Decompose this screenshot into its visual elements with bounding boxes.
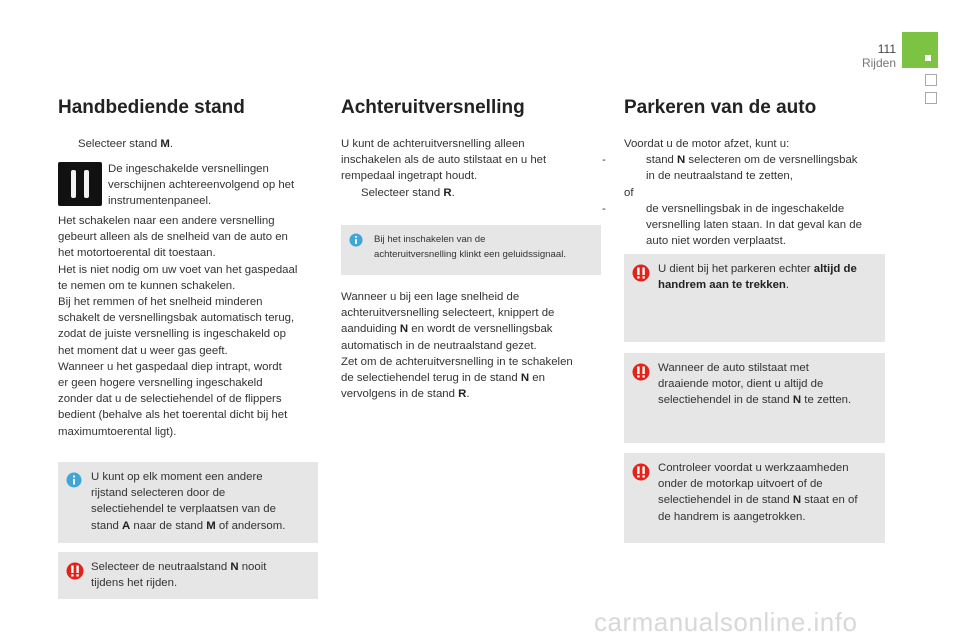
chapter-marker-empty [925, 74, 937, 86]
section-title-reverse: Achteruitversnelling [341, 97, 525, 118]
watermark: carmanualsonline.info [594, 607, 858, 637]
section-title-manual-mode: Handbediende stand [58, 97, 245, 118]
section-title-parking: Parkeren van de auto [624, 97, 817, 118]
parking-intro: Voordat u de motor afzet, kunt u: - stand N selecteren om de versnellingsbak in de neutraalstand te zetten, of - de versnellingsbak in de ingeschakelde versnelling laten staan. In dat geval kan de auto niet worden verplaatst. [602, 138, 862, 248]
info-box-reverse-signal: Bij het inschakelen van de achteruitversnelling klinkt een geluidssignaal. [341, 225, 601, 275]
display-description: De ingeschakelde versnellingen verschijnen achtereenvolgend op het instrumentenpaneel. [108, 163, 295, 208]
gear-display-icon [58, 162, 102, 206]
step-select-m: Selecteer stand M. [78, 138, 173, 150]
section-label: Rijden [861, 56, 896, 70]
chapter-tab [902, 32, 938, 68]
warning-box-neutral: Selecteer de neutraalstand N nooit tijdens het rijden. [58, 552, 318, 599]
warning-icon [66, 562, 84, 580]
reverse-intro: U kunt de achteruitversnelling alleen inschakelen als de auto stilstaat en u het rempedaal ingetrapt houdt. Selecteer stand R. [341, 138, 547, 199]
warning-box-handbrake: U dient bij het parkeren echter altijd de handrem aan te trekken. [624, 254, 885, 342]
chapter-marker-empty [925, 92, 937, 104]
warning-box-idle-neutral: Wanneer de auto stilstaat met draaiende motor, dient u altijd de selectiehendel in de stand N te zetten. [624, 353, 885, 443]
info-icon [66, 472, 82, 488]
warning-box-hood-work: Controleer voordat u werkzaamheden onder de motorkap uitvoert of de selectiehendel in de stand N staat en of de handrem is aangetrokken. [624, 453, 885, 543]
chapter-tab-marker [925, 55, 931, 61]
warning-icon [632, 264, 650, 282]
manual-mode-body: Het schakelen naar een andere versnelling gebeurt alleen als de snelheid van de auto en het motortoerental dit toestaan. Het is niet nodig om uw voet van het gaspedaal te nemen om te kunnen schakelen. Bij het remmen of het snelheid minderen schakelt de versnellingsbak automatisch terug, zodat de juiste versnelling is ingeschakeld op het moment dat u weer gas geeft. Wanneer u het gaspedaal diep intrapt, wordt er geen hogere versnelling ingeschakeld zonder dat u de selectiehendel of de flippers bedient (behalve als het toerental dicht bij het maximumtoerental ligt). [58, 215, 298, 438]
info-icon [349, 233, 363, 247]
warning-icon [632, 363, 650, 381]
warning-icon [632, 463, 650, 481]
reverse-body: Wanneer u bij een lage snelheid de achteruitversnelling selecteert, knippert de aanduiding N en wordt de versnellingsbak automatisch in de neutraalstand gezet. Zet om de achteruitversnelling in te schakelen de selectiehendel terug in de stand N en vervolgens in de stand R. [341, 291, 573, 401]
page-number: 111 [877, 42, 896, 56]
info-box-mode-switch: U kunt op elk moment een andere rijstand selecteren door de selectiehendel te verplaatsen van de stand A naar de stand M of andersom. [58, 462, 318, 543]
